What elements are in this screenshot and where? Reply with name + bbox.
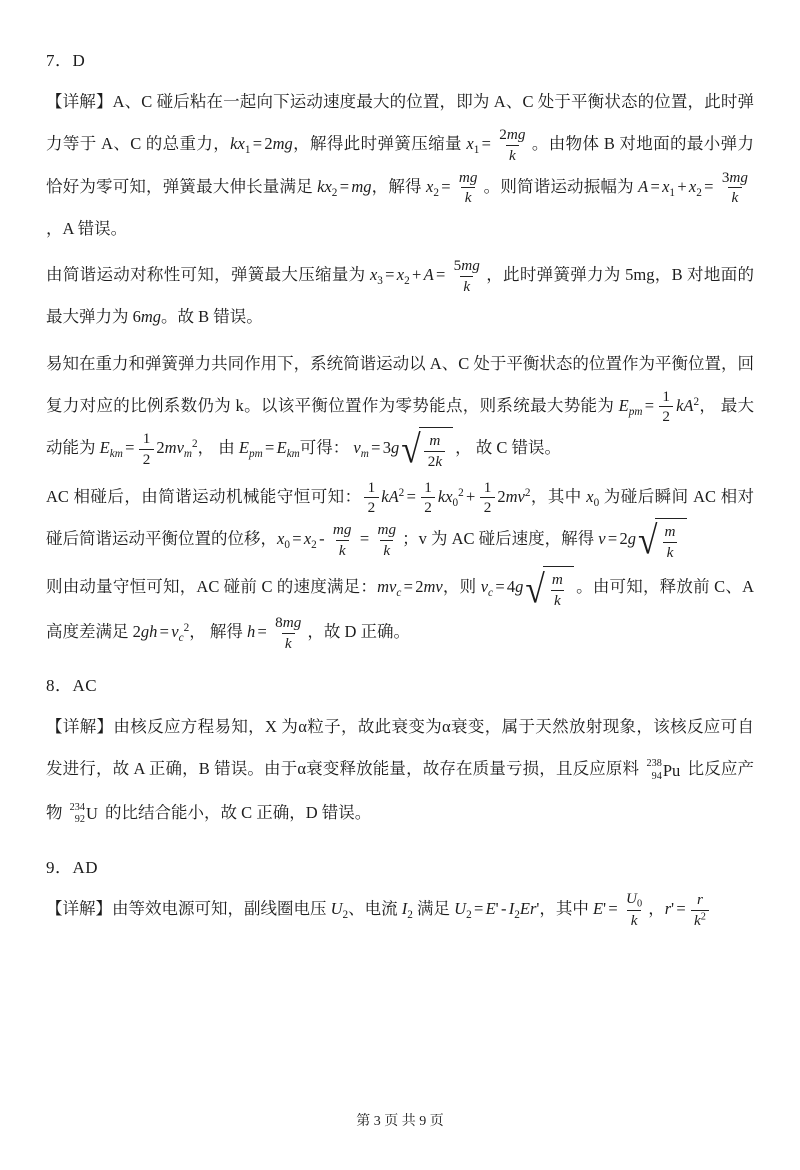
fraction-numerator: m [664, 522, 676, 540]
fraction-numerator: $U_0$ [626, 890, 643, 910]
math-run: $2mv_m^2$ [156, 437, 198, 460]
text-run: 的比结合能小，故 C 正确，D 错误。 [100, 802, 372, 822]
text-run: ，则 [442, 577, 481, 597]
fraction [496, 125, 529, 165]
isotope-symbol: Pu [662, 760, 681, 780]
text-run: ， [648, 898, 665, 918]
fraction-numerator: 2mg [499, 126, 526, 144]
text-run: 为碰后瞬间 AC 相对碰后简谐运动平衡位置的位移， [46, 486, 755, 548]
text-run: 7．D [46, 51, 86, 70]
math-run: $E_{km}$ = [99, 438, 135, 460]
isotope-atomic-number: 92 [74, 813, 85, 825]
fraction-denominator: k [551, 590, 564, 611]
fraction-numerator: m [429, 432, 441, 450]
text-run: ，其中 [530, 486, 587, 506]
fraction [364, 478, 378, 518]
fraction [139, 429, 153, 469]
math-run: $kA^2$ = [381, 486, 416, 506]
text-run: 。由可知，释放前 C、 [575, 577, 743, 597]
fraction-denominator: 2 [421, 497, 435, 518]
math-run: $kx_0^2$ + [437, 486, 476, 509]
square-root-body [543, 566, 574, 610]
fraction-denominator: k [506, 145, 519, 166]
fraction [718, 168, 751, 208]
text-run: ，其中 [539, 898, 593, 918]
math-run: $x_2$ = [426, 176, 451, 199]
fraction-numerator: mg [332, 520, 352, 538]
math-run: $2gh = v_c^2$ [132, 621, 190, 644]
math-run: $2mv^2$ [497, 486, 531, 506]
solution-paragraph [46, 476, 754, 563]
solution-paragraph [46, 706, 754, 835]
fraction-numerator: 1 [483, 478, 492, 496]
fraction-denominator: k [627, 910, 640, 931]
fraction [456, 168, 481, 208]
math-run: $E_{pm}$ = [618, 395, 655, 418]
fraction-numerator: 8mg [275, 613, 302, 631]
fraction-numerator: 1 [142, 430, 151, 448]
isotope-mass-number: 234 [69, 801, 85, 813]
fraction-denominator: k [663, 542, 676, 563]
math-run: $v_c = 4g$ [480, 577, 524, 600]
math-run: $x_0$ [586, 486, 600, 509]
answer-heading-7 [46, 46, 754, 71]
page-footer: 第 3 页 共 9 页 [356, 1114, 444, 1129]
text-run: 【详解】由核反应方程易知，X 为α粒子，故此衰变为α衰变，属于天然放射现象，该核反应可自发进行，故 A 正确，B 错误。由于α衰变释放能量，故存在质量亏损，且反应原料 [46, 717, 754, 779]
math-run: mg [140, 307, 162, 327]
text-run: 则由动量守恒可知，AC 碰前 C 的速度满足： [46, 577, 378, 597]
text-run: 。由物体 B 对地面的最小弹力恰好为零可知，弹簧最大伸长量满足 [46, 134, 754, 196]
fraction-denominator: k [282, 633, 295, 654]
math-run: $kA^2$ [676, 395, 700, 415]
text-run: ；v 为 AC 碰后速度，解得 [402, 529, 599, 548]
fraction [424, 431, 445, 471]
fraction [659, 387, 673, 427]
square-root [638, 518, 687, 562]
text-run: A 高度差满足 [46, 577, 755, 641]
text-run: 可得： [299, 438, 354, 458]
math-run: $x_1$ = [466, 134, 491, 156]
text-run: 。则简谐运动振幅为 [483, 176, 639, 196]
text-run: ， 由 [197, 438, 239, 458]
solution-paragraph [46, 254, 754, 339]
math-run: $kx_2$ = mg [317, 176, 372, 199]
isotope-notation [70, 793, 98, 835]
fraction [421, 478, 435, 518]
math-run: $E_{pm} = E_{km}$ [238, 438, 300, 460]
fraction-denominator: $k^2$ [691, 910, 710, 931]
text-run: ， 最大动能为 [46, 395, 755, 458]
text-run: ， 解得 [189, 621, 247, 641]
math-run: r' = [664, 898, 686, 918]
fraction-numerator: 1 [662, 387, 671, 405]
fraction-denominator: k [461, 187, 474, 208]
fraction-denominator: 2k [424, 451, 445, 472]
solution-paragraph [46, 888, 754, 931]
math-run: $I_2$ [401, 898, 413, 921]
text-run: ，解得 [371, 176, 426, 196]
fraction-denominator: k [380, 540, 393, 561]
text-run: AC 相碰后，由简谐运动机械能守恒可知： [46, 486, 362, 506]
fraction-numerator: mg [458, 168, 478, 186]
math-run: v = 2g [598, 529, 636, 548]
radical-sign-icon: √ [401, 426, 421, 472]
text-run: 比反应产物 [46, 759, 755, 822]
text-run: 。故 B 错误。 [161, 307, 263, 327]
fraction-denominator: k [460, 276, 473, 297]
fraction-denominator: 2 [659, 406, 673, 427]
fraction-numerator: m [551, 571, 563, 589]
fraction [549, 570, 567, 610]
math-run: E' = [592, 898, 618, 918]
radical-sign-icon: √ [637, 517, 658, 563]
text-run: 、电流 [348, 898, 402, 918]
solution-paragraph [46, 81, 754, 250]
fraction-denominator: k [336, 540, 349, 561]
fraction [623, 889, 646, 931]
fraction [661, 522, 679, 562]
fraction-numerator: mg [377, 520, 397, 538]
fraction [480, 478, 494, 518]
fraction-numerator: 1 [424, 478, 432, 496]
math-run: $A = x_1 + x_2$ = [638, 176, 714, 199]
solution-paragraph [46, 343, 754, 472]
fraction-numerator: 3mg [721, 168, 748, 186]
text-run: ，此时弹簧弹力为 5mg，B 对地面的最大弹力为 6 [46, 265, 755, 327]
fraction [330, 520, 355, 560]
isotope-mass-number: 238 [646, 758, 662, 770]
math-run: $x_3 = x_2 + A$ = [369, 265, 446, 287]
fraction-denominator: 2 [480, 497, 494, 518]
square-root-body [419, 427, 453, 471]
isotope-symbol: U [85, 803, 98, 823]
fraction [374, 520, 399, 560]
square-root [525, 566, 574, 610]
square-root-body [655, 518, 686, 562]
answer-heading-8 [46, 671, 754, 696]
fraction-numerator: r [697, 890, 703, 908]
text-run: ，故 D 正确。 [307, 621, 411, 641]
math-run: $v_m = 3g$ [353, 438, 400, 460]
text-run: ，解得此时弹簧压缩量 [292, 134, 467, 154]
fraction-numerator: 5mg [453, 257, 480, 275]
math-run: = [359, 529, 370, 548]
math-run: $mv_c = 2mv$ [377, 577, 443, 600]
isotope-scripts [647, 758, 662, 783]
isotope-atomic-number: 94 [651, 770, 662, 782]
fraction-denominator: 2 [139, 449, 153, 470]
text-run: ，A 错误。 [46, 218, 128, 238]
answer-heading-9 [46, 853, 754, 878]
math-run: h = [246, 621, 267, 641]
text-run: ， 故 C 错误。 [455, 438, 561, 458]
isotope-notation [647, 750, 681, 792]
text-run: 满足 [412, 898, 455, 918]
math-run: $x_0 = x_2$ - [277, 529, 325, 551]
text-run: 由简谐运动对称性可知，弹簧最大压缩量为 [46, 265, 370, 285]
math-run: $U_2$ [330, 898, 349, 921]
math-run: $kx_1 = 2mg$ [230, 134, 293, 156]
fraction-denominator: 2 [364, 497, 378, 518]
solution-paragraph [46, 566, 754, 653]
text-run: 易知在重力和弹簧弹力共同作用下，系统简谐运动以 A、C 处于平衡状态的位置作为平衡位置，回复力对应的比例系数仍为 k。以该平衡位置作为零势能点，则系统最大势能为 [46, 353, 754, 415]
radical-sign-icon: √ [525, 566, 545, 611]
square-root [401, 427, 453, 471]
fraction [450, 256, 483, 296]
fraction [691, 890, 710, 930]
text-run: 9．AD [46, 857, 99, 877]
fraction [272, 613, 305, 653]
text-run: 【详解】A、C 碰后粘在一起向下运动速度最大的位置，即为 A、C 处于平衡状态的位置，此时弹力等于 A、C 的总重力， [46, 92, 754, 154]
isotope-scripts [70, 802, 85, 827]
document-content [46, 46, 754, 931]
fraction-numerator: 1 [367, 478, 376, 496]
text-run: 8．AC [46, 676, 98, 696]
math-run: $U_2 = E' - I_2Er'$ [454, 898, 540, 921]
fraction-denominator: k [728, 187, 741, 208]
text-run: 【详解】由等效电源可知，副线圈电压 [46, 898, 331, 918]
